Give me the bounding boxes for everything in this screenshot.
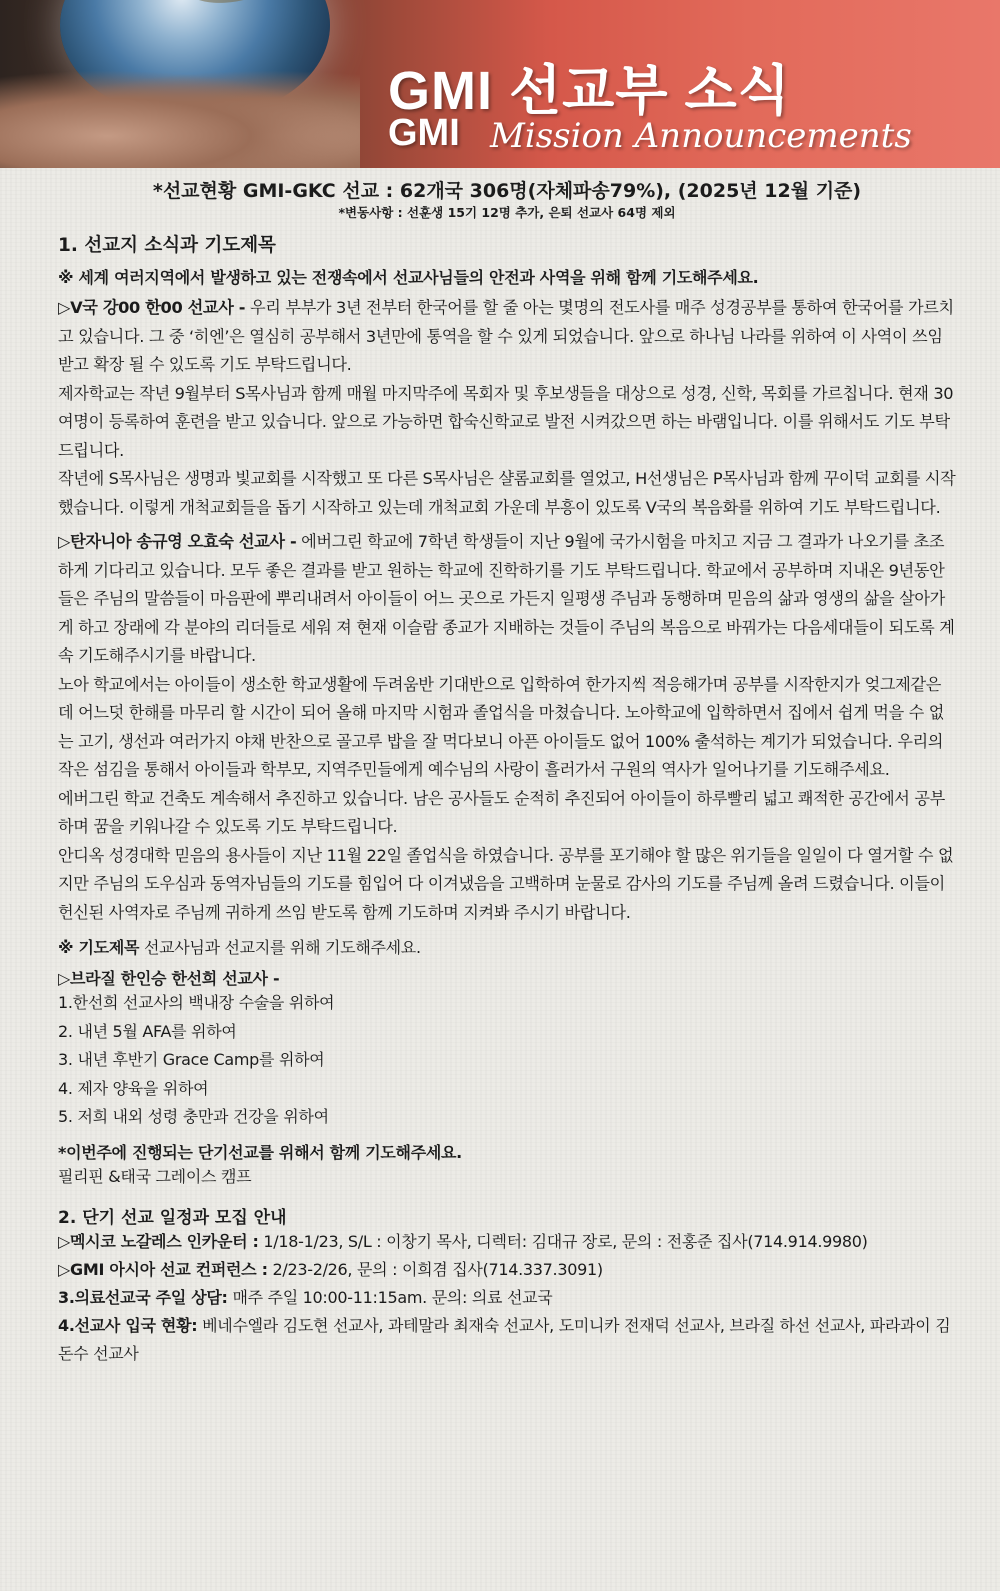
medical-text: 매주 주일 10:00-11:15am. 문의: 의료 선교국 <box>227 1287 553 1307</box>
mexico-encounter <box>58 1228 956 1256</box>
mission-status: *선교현황 GMI-GKC 선교 : 62개국 306명(자체파송79%), (2025년 12월 기준) <box>152 180 862 202</box>
arrivals-text: 베네수엘라 김도현 선교사, 과테말라 최재숙 선교사, 도미니카 전재덕 선교사, 브라질 하선 선교사, 파라과이 김돈수 선교사 <box>58 1315 951 1363</box>
asia-lead: ▷GMI 아시아 선교 컨퍼런스 : <box>58 1259 268 1279</box>
mexico-lead: ▷멕시코 노갈레스 인카운터 : <box>58 1231 259 1251</box>
banner-title: GMI 선교부 소식 <box>388 61 791 121</box>
v-country-text1: 우리 부부가 3년 전부터 한국어를 할 줄 아는 몇명의 전도사를 매주 성경공부를 통하여 한국어를 가르치고 있습니다. 그 중 ‘히엔’은 열심히 공부해서 3년만에 통역을 할 수 있게 되었습니다. 앞으로 하나님 나라를 위하여 이 사역이 쓰임받고 확장 될 수 있도록 기도 부탁드립니다. <box>58 298 954 374</box>
list-item: 1.한선희 선교사의 백내장 수술을 위하여 <box>58 993 335 1012</box>
list-item: 4. 제자 양육을 위하여 <box>58 1078 209 1098</box>
tanzania-text1: 에버그린 학교에 7학년 학생들이 지난 9월에 국가시험을 마치고 지금 그 결과가 나오기를 초조하게 기다리고 있습니다. 모두 좋은 결과를 받고 원하는 학교에 진학하기를 기도 부탁드립니다. 학교에서 공부하며 지내온 9년동안 들은 주님의 말씀들이 마음판에 뿌리내려서 아이들이 어느 곳으로 가든지 일평생 주님과 동행하며 믿음의 삶과 영생의 삶을 살아가게 하고 장래에 각 분야의 리더들로 세워 져 현재 이슬람 종교가 지배하는 것들이 주님의 복음으로 바꿔가는 다음세대들이 되도록 계속 기도해주시기를 바랍니다. <box>58 532 955 665</box>
status-change-note: *변동사항 : 선훈생 15기 12명 추가, 은퇴 선교사 64명 제외 <box>338 205 676 220</box>
prayer-topics-head <box>58 935 956 958</box>
banner-subtitle-gmi: GMI <box>388 112 460 154</box>
list-item: 5. 저희 내외 성령 충만과 건강을 위하여 <box>58 1107 329 1126</box>
content <box>0 176 1000 1368</box>
tanzania-p2: 노아 학교에서는 아이들이 생소한 학교생활에 두려움반 기대반으로 입학하여 한가지씩 적응해가며 공부를 시작한지가 엊그제같은데 어느덧 한해를 마무리 할 시간이 되어 올해 마지막 시험과 졸업식을 마쳤습니다. 노아학교에 입학하면서 집에서 쉽게 먹을 수 없는 고기, 생선과 여러가지 야채 반찬으로 골고루 밥을 잘 먹다보니 아픈 아이들도 없어 100% 출석하는 계기가 되었습니다. 우리의 작은 섬김을 통해서 아이들과 학부모, 지역주민들에게 예수님의 사랑이 흘러가서 구원의 역사가 일어나기를 기도해주세요. <box>58 674 945 779</box>
short-term-head: *이번주에 진행되는 단기선교를 위해서 함께 기도해주세요. <box>58 1142 462 1162</box>
asia-text: 2/23-2/26, 문의 : 이희겸 집사(714.337.3091) <box>267 1259 603 1279</box>
brazil-prayer-list <box>58 989 956 1132</box>
prayer-topics-label: ※ 기도제목 <box>58 938 140 957</box>
tanzania-p3: 에버그린 학교 건축도 계속해서 추진하고 있습니다. 남은 공사들도 순적히 추진되어 아이들이 하루빨리 넓고 쾌적한 공간에서 공부하며 꿈을 키워나갈 수 있도록 기도 부탁드립니다. <box>58 788 945 836</box>
v-country-lead: ▷V국 강00 한00 선교사 - <box>58 298 246 317</box>
mexico-text: 1/18-1/23, S/L : 이창기 목사, 디렉터: 김대규 장로, 문의 : 전홍준 집사(714.914.9980) <box>258 1231 868 1251</box>
short-term-text: 필리핀 &태국 그레이스 캠프 <box>58 1166 252 1186</box>
header-banner <box>0 0 1000 168</box>
list-item: 2. 내년 5월 AFA를 위하여 <box>58 1021 237 1041</box>
tanzania-p4: 안디옥 성경대학 믿음의 용사들이 지난 11월 22일 졸업식을 하였습니다. 공부를 포기해야 할 많은 위기들을 일일이 다 열거할 수 없지만 주님의 도우심과 동역자님들의 기도를 힘입어 다 이겨냈음을 고백하며 눈물로 감사의 기도를 주님께 올려 드렸습니다. 이들이 헌신된 사역자로 주님께 귀하게 쓰임 받도록 함께 기도하며 지켜봐 주시기 바랍니다. <box>58 845 954 922</box>
war-prayer-notice: ※ 세계 여러지역에서 발생하고 있는 전쟁속에서 선교사님들의 안전과 사역을 위해 함께 기도해주세요. <box>58 268 759 287</box>
v-country-news <box>58 294 956 522</box>
asia-conference <box>58 1256 956 1284</box>
medical-lead: 3.의료선교국 주일 상담: <box>58 1287 228 1307</box>
tanzania-p1 <box>58 528 956 671</box>
section2-title: 2. 단기 선교 일정과 모집 안내 <box>58 1207 287 1228</box>
v-country-p2: 제자학교는 작년 9월부터 S목사님과 함께 매월 마지막주에 목회자 및 후보생들을 대상으로 성경, 신학, 목회를 가르칩니다. 현재 30여명이 등록하여 훈련을 받고 있습니다. 앞으로 가능하면 합숙신학교로 발전 시켜갔으면 하는 바램입니다. 이를 위해서도 기도 부탁드립니다. <box>58 383 954 460</box>
tanzania-lead: ▷탄자니아 송규영 오효숙 선교사 - <box>58 532 297 551</box>
tanzania-news <box>58 528 956 927</box>
section1-title: 1. 선교지 소식과 기도제목 <box>58 235 276 256</box>
medical-consult <box>58 1284 956 1312</box>
brazil-lead: ▷브라질 한인승 한선희 선교사 - <box>58 969 280 988</box>
hands-image <box>0 70 360 168</box>
banner-subtitle-script: Mission Announcements <box>490 116 912 156</box>
arrivals-lead: 4.선교사 입국 현황: <box>58 1315 198 1335</box>
v-country-p3: 작년에 S목사님은 생명과 빛교회를 시작했고 또 다른 S목사님은 샬롬교회를 열었고, H선생님은 P목사님과 함께 꾸이덕 교회를 시작했습니다. 이렇게 개척교회들을 돕기 시작하고 있는데 개척교회 가운데 부흥이 있도록 V국의 복음화를 위하여 기도 부탁드립니다. <box>58 469 956 517</box>
v-country-p1 <box>58 294 956 380</box>
list-item: 3. 내년 후반기 Grace Camp를 위하여 <box>58 1050 325 1069</box>
missionary-arrivals <box>58 1312 956 1368</box>
prayer-topics-text: 선교사님과 선교지를 위해 기도해주세요. <box>139 938 421 957</box>
